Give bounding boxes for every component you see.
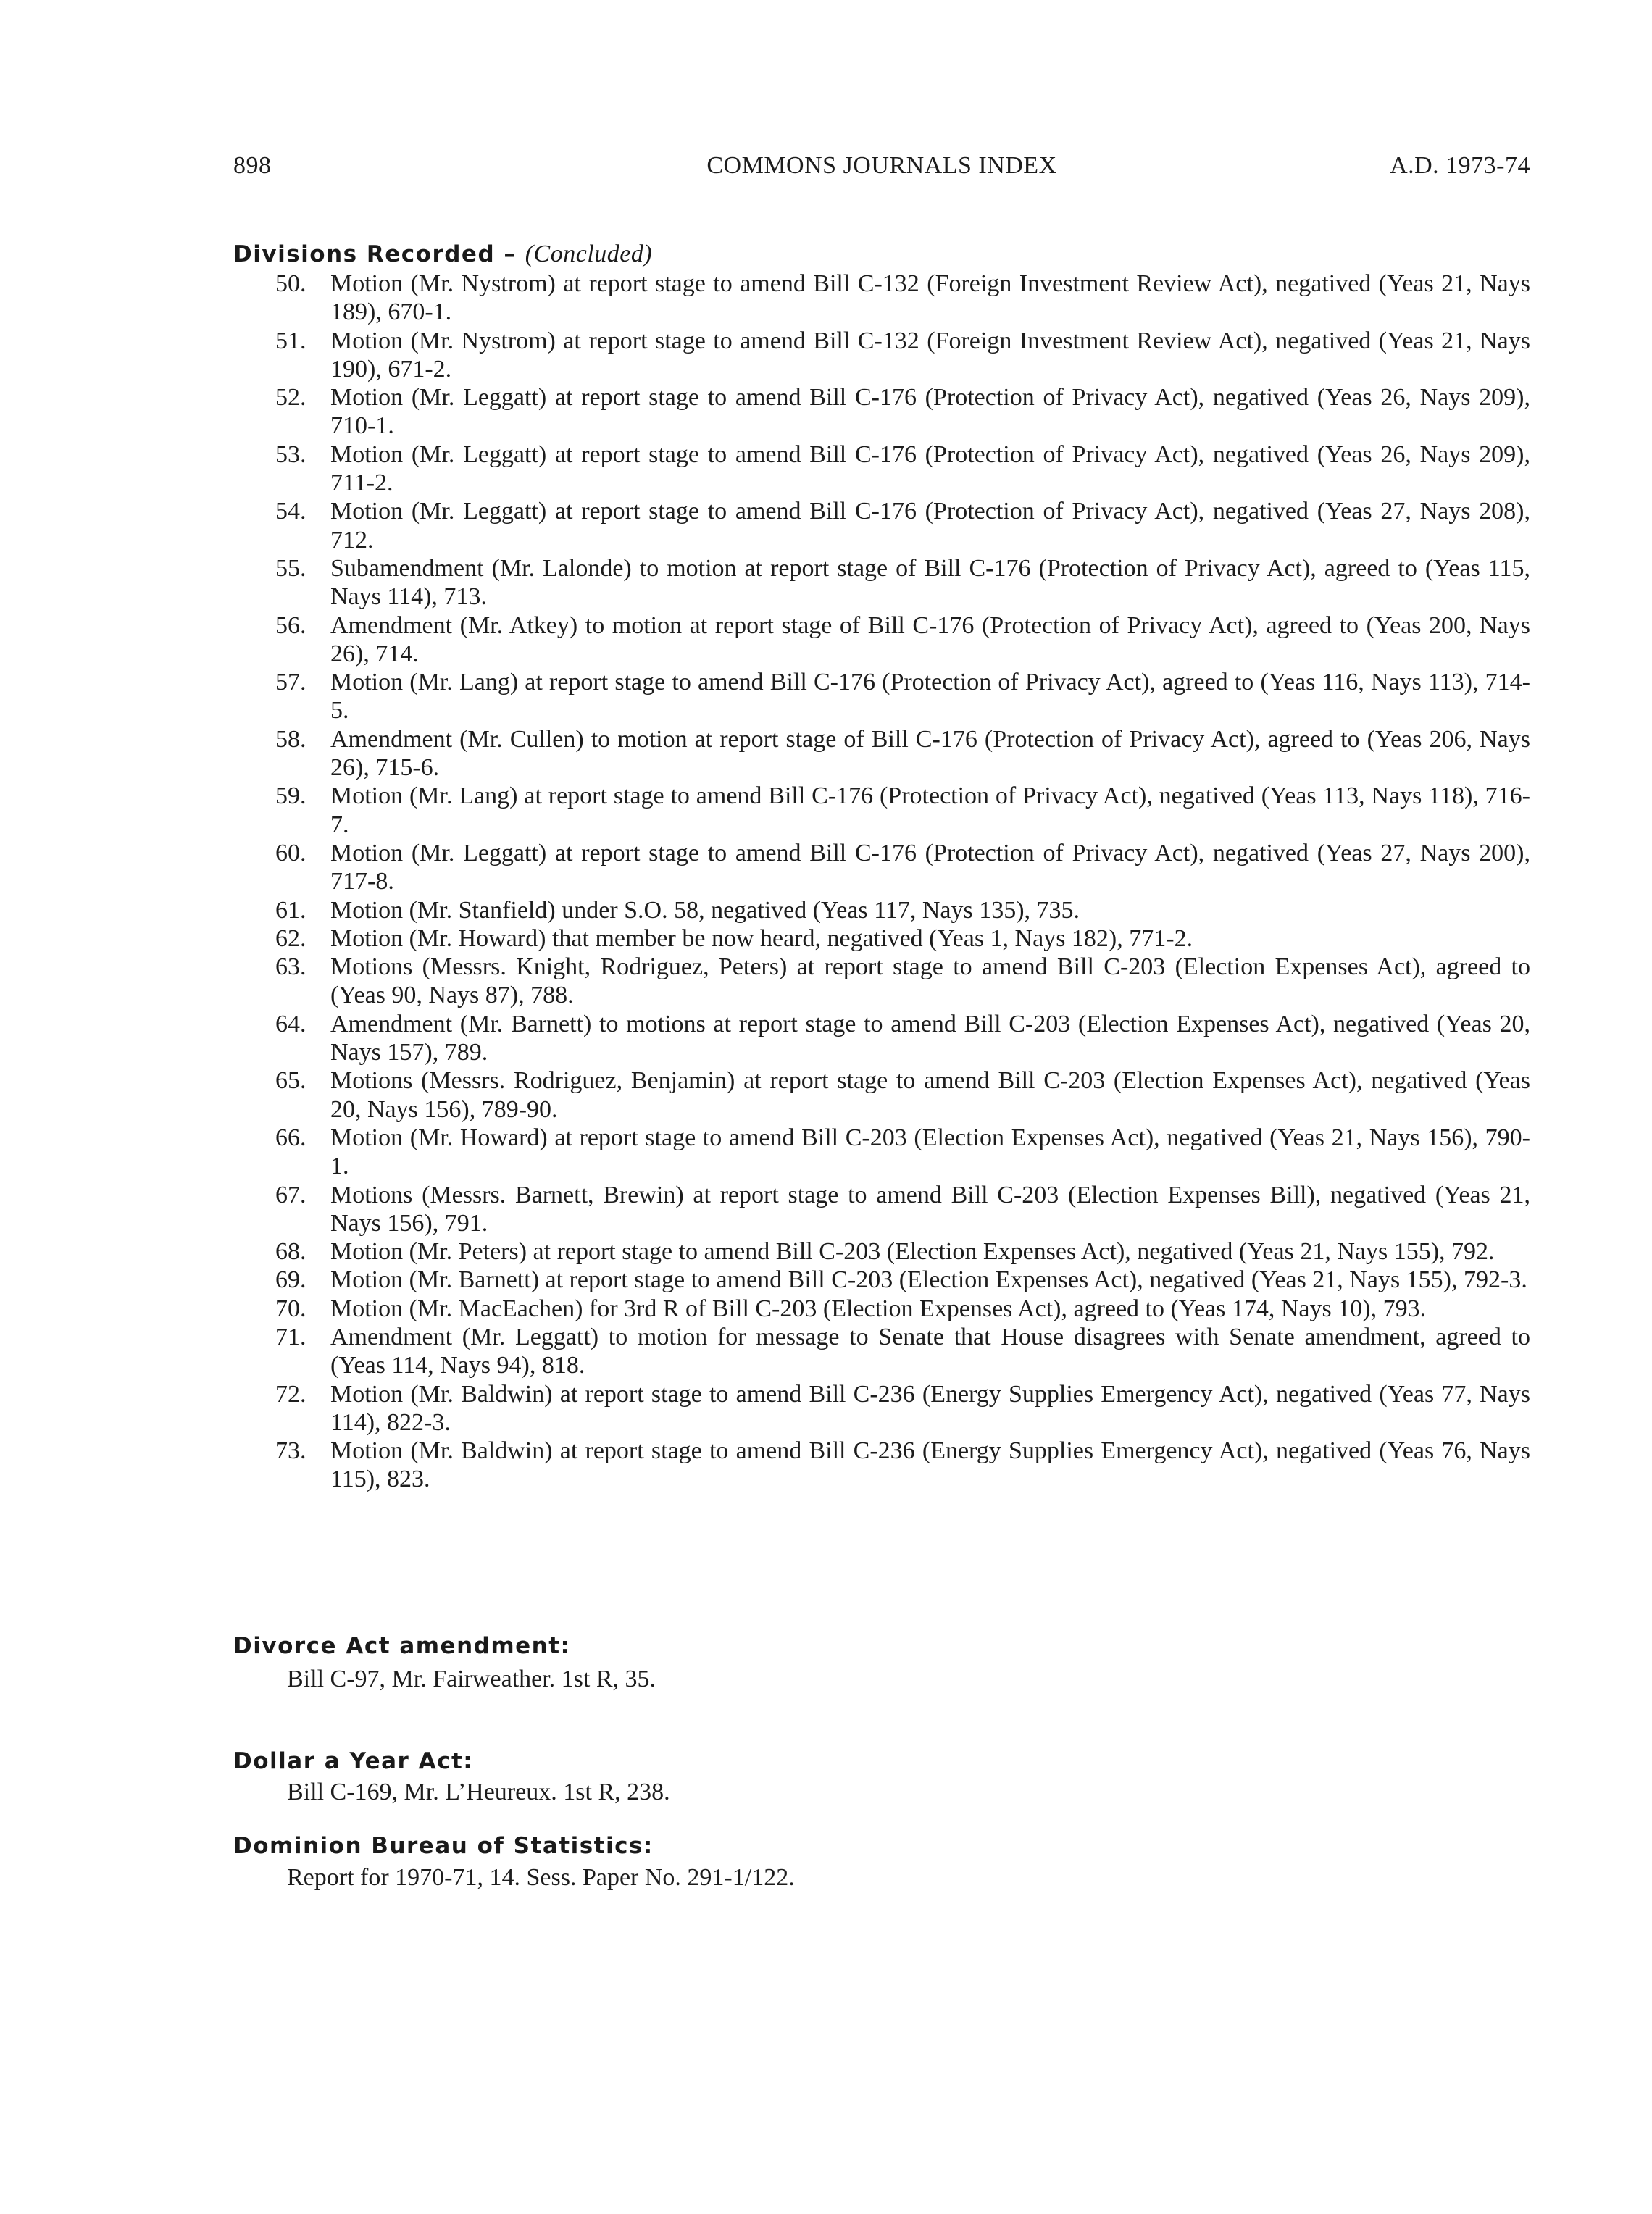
entry-text: Subamendment (Mr. Lalonde) to motion at report stage of Bill C-176 (Protection of Privacy Act), agreed to (Yeas 115, Nays 114), 713. [330, 554, 1530, 611]
entry-number: 53. [275, 440, 306, 468]
entry-text: Amendment (Mr. Leggatt) to motion for message to Senate that House disagrees with Senate amendment, agreed to (Yeas 114, Nays 94), 818. [330, 1323, 1530, 1379]
entry-number: 67. [275, 1181, 306, 1208]
division-entry [233, 896, 1530, 924]
entry-text: Motions (Messrs. Rodriguez, Benjamin) at report stage to amend Bill C-203 (Election Expenses Act), negatived (Yeas 20, Nays 156), 789-90. [330, 1067, 1530, 1123]
entry-number: 72. [275, 1380, 306, 1408]
page-header [233, 152, 1530, 188]
entry-text: Motion (Mr. Barnett) at report stage to amend Bill C-203 (Election Expenses Act), negatived (Yeas 21, Nays 155), 792-3. [330, 1266, 1527, 1294]
division-entry [233, 1124, 1530, 1181]
section-heading-divorce: Divorce Act amendment: [233, 1633, 571, 1659]
divorce-entry: Bill C-97, Mr. Fairweather. 1st R, 35. [287, 1666, 656, 1692]
entry-text: Motion (Mr. Baldwin) at report stage to amend Bill C-236 (Energy Supplies Emergency Act), negatived (Yeas 77, Nays 114), 822-3. [330, 1380, 1530, 1436]
entry-number: 54. [275, 498, 306, 525]
divisions-heading-note: (Concluded) [525, 241, 653, 267]
divisions-heading-text: Divisions Recorded – [233, 241, 517, 267]
entry-number: 63. [275, 953, 306, 981]
division-entry [233, 1437, 1530, 1494]
entry-text: Motion (Mr. MacEachen) for 3rd R of Bill C-203 (Election Expenses Act), agreed to (Yeas 174, Nays 10), 793. [330, 1295, 1427, 1322]
entry-text: Motion (Mr. Peters) at report stage to amend Bill C-203 (Election Expenses Act), negatived (Yeas 21, Nays 155), 792. [330, 1238, 1495, 1266]
division-entry [233, 554, 1530, 611]
entry-text: Motion (Mr. Howard) that member be now heard, negatived (Yeas 1, Nays 182), 771-2. [330, 924, 1193, 952]
division-entry [233, 327, 1530, 384]
entry-text: Motions (Messrs. Barnett, Brewin) at report stage to amend Bill C-203 (Election Expenses Bill), negatived (Yeas 21, Nays 156), 791. [330, 1181, 1530, 1237]
division-entry [233, 1295, 1530, 1323]
division-entry [233, 1380, 1530, 1437]
entry-number: 64. [275, 1010, 306, 1037]
entry-number: 65. [275, 1067, 306, 1095]
entry-text: Motion (Mr. Baldwin) at report stage to amend Bill C-236 (Energy Supplies Emergency Act), negatived (Yeas 76, Nays 115), 823. [330, 1437, 1530, 1493]
dollar-a-year-entry: Bill C-169, Mr. L’Heureux. 1st R, 238. [287, 1779, 670, 1805]
entry-number: 50. [275, 270, 306, 297]
entry-text: Amendment (Mr. Cullen) to motion at report stage of Bill C-176 (Protection of Privacy Act), agreed to (Yeas 206, Nays 26), 715-6. [330, 725, 1530, 782]
division-entry [233, 1266, 1530, 1294]
division-entry [233, 668, 1530, 725]
entry-number: 56. [275, 611, 306, 639]
entry-number: 71. [275, 1323, 306, 1350]
section-heading-dollar-a-year: Dollar a Year Act: [233, 1748, 474, 1774]
entry-text: Motion (Mr. Nystrom) at report stage to amend Bill C-132 (Foreign Investment Review Act), negatived (Yeas 21, Nays 190), 671-2. [330, 327, 1530, 383]
entry-text: Motion (Mr. Stanfield) under S.O. 58, negatived (Yeas 117, Nays 135), 735. [330, 896, 1080, 924]
entry-text: Motion (Mr. Lang) at report stage to amend Bill C-176 (Protection of Privacy Act), agreed to (Yeas 116, Nays 113), 714-5. [330, 669, 1530, 724]
division-entry [233, 1010, 1530, 1067]
division-entry [233, 611, 1530, 669]
entry-text: Motion (Mr. Leggatt) at report stage to amend Bill C-176 (Protection of Privacy Act), negatived (Yeas 26, Nays 209), 711-2. [330, 440, 1530, 497]
entry-text: Motion (Mr. Lang) at report stage to amend Bill C-176 (Protection of Privacy Act), negatived (Yeas 113, Nays 118), 716-7. [330, 782, 1530, 838]
entry-number: 59. [275, 782, 306, 810]
entry-number: 70. [275, 1295, 306, 1322]
division-entry [233, 270, 1530, 327]
division-entries-list [233, 270, 1530, 1494]
entry-text: Motion (Mr. Leggatt) at report stage to amend Bill C-176 (Protection of Privacy Act), negatived (Yeas 27, Nays 208), 712. [330, 498, 1530, 554]
entry-number: 73. [275, 1437, 306, 1465]
entry-number: 57. [275, 669, 306, 696]
entry-number: 62. [275, 924, 306, 952]
entry-text: Motion (Mr. Howard) at report stage to amend Bill C-203 (Election Expenses Act), negatived (Yeas 21, Nays 156), 790-1. [330, 1124, 1530, 1180]
division-entry [233, 782, 1530, 839]
division-entry [233, 1323, 1530, 1380]
division-entry [233, 497, 1530, 554]
entry-number: 58. [275, 725, 306, 753]
dominion-bureau-entry: Report for 1970-71, 14. Sess. Paper No. 291-1/122. [287, 1864, 795, 1891]
entry-number: 52. [275, 384, 306, 412]
section-heading-divisions [233, 241, 652, 268]
entry-text: Motions (Messrs. Knight, Rodriguez, Peters) at report stage to amend Bill C-203 (Election Expenses Act), agreed to (Yeas 90, Nays 87), 788. [330, 953, 1530, 1009]
entry-number: 68. [275, 1238, 306, 1266]
entry-number: 69. [275, 1266, 306, 1294]
division-entry [233, 440, 1530, 498]
division-entry [233, 725, 1530, 782]
entry-number: 55. [275, 554, 306, 582]
division-entry [233, 1237, 1530, 1266]
section-heading-dominion-bureau: Dominion Bureau of Statistics: [233, 1833, 654, 1859]
entry-text: Amendment (Mr. Barnett) to motions at report stage to amend Bill C-203 (Election Expenses Act), negatived (Yeas 20, Nays 157), 789. [330, 1010, 1530, 1066]
entry-number: 51. [275, 327, 306, 354]
entry-text: Motion (Mr. Leggatt) at report stage to amend Bill C-176 (Protection of Privacy Act), negatived (Yeas 27, Nays 200), 717-8. [330, 839, 1530, 895]
session-label: A.D. 1973-74 [1390, 152, 1530, 179]
division-entry [233, 383, 1530, 440]
division-entry [233, 953, 1530, 1010]
division-entry [233, 924, 1530, 953]
division-entry [233, 839, 1530, 896]
division-entry [233, 1066, 1530, 1124]
entry-text: Motion (Mr. Leggatt) at report stage to amend Bill C-176 (Protection of Privacy Act), negatived (Yeas 26, Nays 209), 710-1. [330, 384, 1530, 440]
entry-text: Motion (Mr. Nystrom) at report stage to amend Bill C-132 (Foreign Investment Review Act), negatived (Yeas 21, Nays 189), 670-1. [330, 270, 1530, 326]
entry-number: 66. [275, 1124, 306, 1151]
entry-number: 61. [275, 896, 306, 924]
entry-text: Amendment (Mr. Atkey) to motion at report stage of Bill C-176 (Protection of Privacy Act), agreed to (Yeas 200, Nays 26), 714. [330, 611, 1530, 667]
running-title: COMMONS JOURNALS INDEX [706, 152, 1057, 179]
page-number: 898 [233, 152, 272, 179]
division-entry [233, 1181, 1530, 1238]
entry-number: 60. [275, 839, 306, 866]
